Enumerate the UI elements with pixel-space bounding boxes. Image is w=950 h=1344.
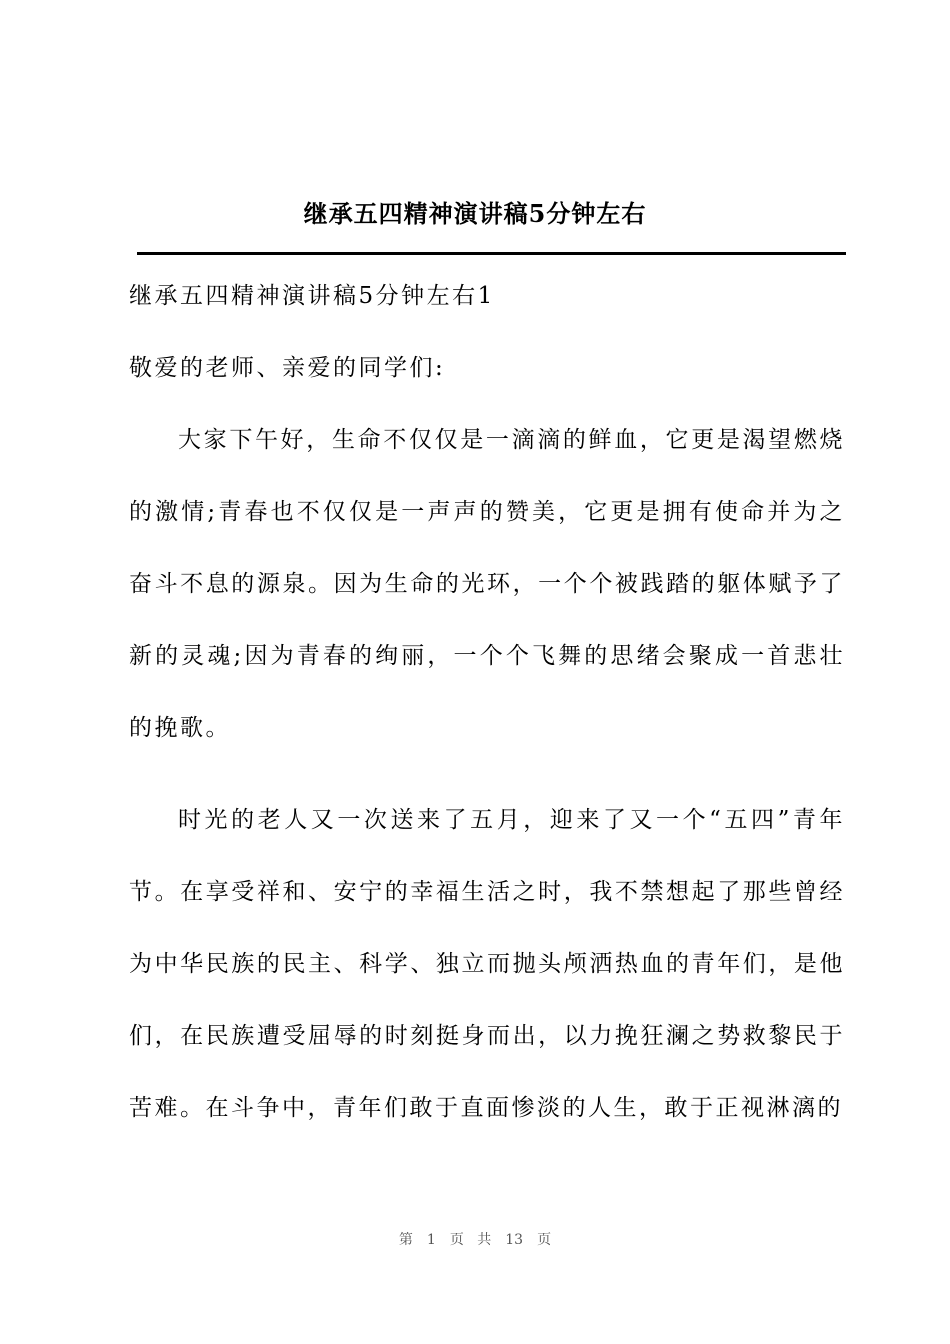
paragraph: 时光的老人又一次送来了五月，迎来了又一个“五四”青年节。在享受祥和、安宁的幸福生活之时，我不禁想起了那些曾经为中华民族的民主、科学、独立而抛头颅洒热血的青年们，是他们，在民族遭受屈辱的时刻挺身而出，以力挽狂澜之势救黎民于苦难。在斗争中，青年们敢于直面惨淡的人生，敢于正视淋漓的: [129, 807, 845, 1121]
footer-total-pages: 13: [505, 1232, 524, 1248]
greeting: 敬爱的老师、亲爱的同学们:: [129, 355, 446, 381]
document-title: 继承五四精神演讲稿5分钟左右: [303, 199, 647, 228]
footer-ye: 页: [537, 1232, 552, 1248]
footer-page-number: 1: [426, 1232, 436, 1248]
document-subtitle: 继承五四精神演讲稿5分钟左右1: [129, 283, 495, 309]
footer-ye-gong: 页 共: [449, 1232, 492, 1248]
title-divider: [137, 252, 846, 255]
page-footer: [0, 1228, 950, 1252]
paragraph: 大家下午好，生命不仅仅是一滴滴的鲜血，它更是渴望燃烧的激情;青春也不仅仅是一声声的赞美，它更是拥有使命并为之奋斗不息的源泉。因为生命的光环，一个个被践踏的躯体赋予了新的灵魂;因为青春的绚丽，一个个飞舞的思绪会聚成一首悲壮的挽歌。: [129, 427, 845, 741]
footer-di: 第: [398, 1232, 413, 1248]
